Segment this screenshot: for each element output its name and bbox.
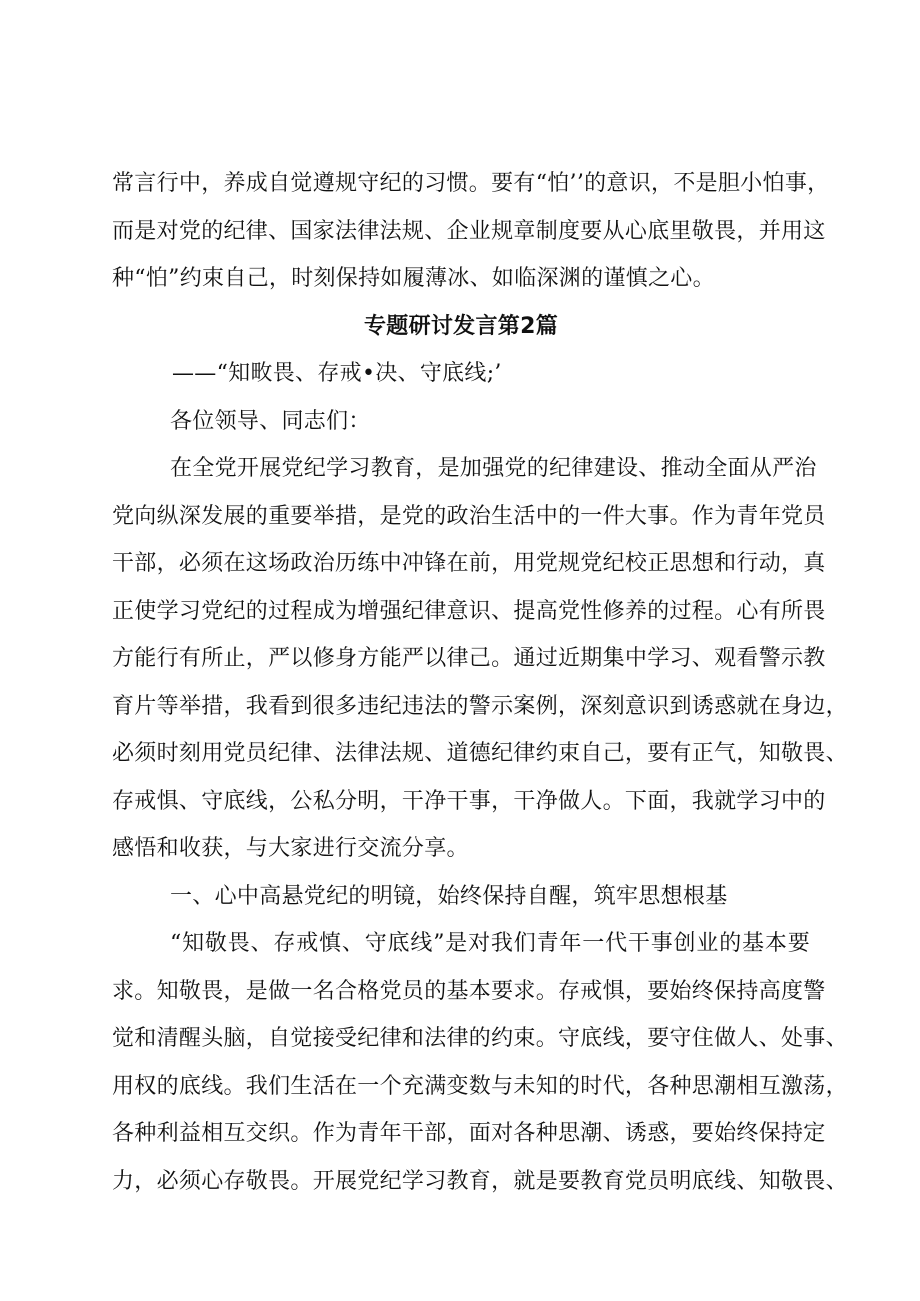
intro-line: 种“怕”约束自己，时刻保持如履薄冰、如临深渊的谨慎之心。 (112, 266, 715, 291)
section-title: 专题研讨发言第2篇 (363, 313, 558, 339)
paragraph-line: 在全党开展党纪学习教育，是加强党的纪律建设、推动全面从严治 (170, 456, 817, 481)
paragraph-line: 存戒惧、守底线，公私分明，干净干事，干净做人。下面，我就学习中的 (112, 788, 826, 814)
paragraph-line: 干部，必须在这场政治历练中冲锋在前，用党规党纪校正思想和行动，真 (112, 551, 826, 576)
paragraph-line: 觉和清醒头脑，自觉接受纪律和法律的约束。守底线，要守住做人、处事、 (112, 1026, 848, 1051)
paragraph-line: 感悟和收获，与大家进行交流分享。 (112, 836, 469, 861)
document-body (112, 160, 848, 1205)
intro-line: 而是对党的纪律、国家法律法规、企业规章制度要从心底里敬畏，并用这 (112, 218, 826, 244)
paragraph-line: 方能行有所止，严以修身方能严以律己。通过近期集中学习、观看警示教 (112, 646, 826, 671)
paragraph-line: 各种利益相互交织。作为青年干部，面对各种思潮、诱惑，要始终保持定 (112, 1121, 826, 1146)
paragraph-line: 育片等举措，我看到很多违纪违法的警示案例，深刻意识到诱惑就在身边， (112, 693, 848, 719)
paragraph-line: 求。知敬畏，是做一名合格党员的基本要求。存戒惧，要始终保持高度警 (112, 978, 826, 1004)
salutation: 各位领导、同志们： (170, 408, 371, 434)
paragraph-line: 用权的底线。我们生活在一个充满变数与未知的时代，各种思潮相互激荡， (112, 1073, 848, 1099)
intro-line: 常言行中，养成自觉遵规守纪的习惯。要有“怕’’的意识，不是胆小怕事， (112, 171, 830, 196)
heading-1: 一、心中高悬党纪的明镜，始终保持自醒，筑牢思想根基 (170, 883, 728, 909)
paragraph-line: 党向纵深发展的重要举措，是党的政治生活中的一件大事。作为青年党员 (112, 503, 826, 529)
paragraph-line: 力，必须心存敬畏。开展党纪学习教育，就是要教育党员明底线、知敬畏、 (112, 1168, 848, 1194)
section-subtitle: ——“知畋畏、存戒•决、守底线;’ (172, 361, 502, 386)
paragraph-line: 必须时刻用党员纪律、法律法规、道德纪律约束自己，要有正气，知敬畏、 (112, 741, 848, 766)
paragraph-line: 正使学习党纪的过程成为增强纪律意识、提高党性修养的过程。心有所畏 (112, 598, 826, 624)
paragraph-line: “知敬畏、存戒慎、守底线”是对我们青年一代干事创业的基本要 (170, 931, 810, 956)
